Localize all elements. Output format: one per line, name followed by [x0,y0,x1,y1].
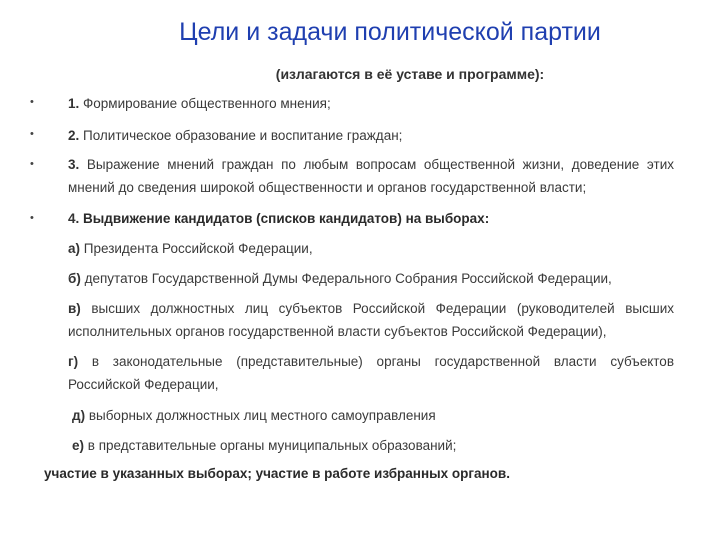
sub-item-letter: б) [68,271,81,286]
bullet-4: • [30,212,34,224]
list-item-number: 2. [68,128,80,143]
bullet-1: • [30,96,34,108]
sub-item-text: депутатов Государственной Думы Федерального Собрания Российской Федерации, [80,271,612,286]
sub-item-g [68,350,674,396]
sub-item-e [72,434,678,457]
sub-item-a [68,237,674,260]
sub-item-text: Президента Российской Федерации, [80,241,313,256]
closing-line: участие в указанных выборах; участие в работе избранных органов. [44,466,510,481]
list-item-text: Формирование общественного мнения; [79,96,331,111]
list-item-1 [68,92,674,115]
bullet-2: • [30,128,34,140]
list-item-number: 3. [68,157,80,172]
list-item-number: 4. [68,211,80,226]
sub-item-d [72,404,678,427]
list-item-text: Выражение мнений граждан по любым вопросам общественной жизни, доведение этих мнений до сведения широкой общественности и органов государственной власти; [68,157,674,195]
slide-title: Цели и задачи политической партии [179,18,601,46]
sub-item-text: в законодательные (представительные) органы государственной власти субъектов Российской Федерации, [68,354,674,392]
bullet-3: • [30,158,34,170]
sub-item-letter: а) [68,241,81,256]
list-item-4 [68,207,674,230]
sub-item-text: высших должностных лиц субъектов Российской Федерации (руководителей высших исполнительных органов государственной власти субъектов Российской Федерации), [68,301,674,339]
list-item-2 [68,124,674,147]
sub-item-text: в представительные органы муниципальных образований; [84,438,457,453]
slide-subtitle: (излагаются в её уставе и программе): [275,66,545,82]
list-item-text: Выдвижение кандидатов (списков кандидатов) на выборах: [79,211,490,226]
list-item-text: Политическое образование и воспитание граждан; [79,128,403,143]
sub-item-letter: в) [68,301,81,316]
sub-item-letter: д) [72,408,86,423]
list-item-3 [68,153,674,199]
sub-item-b [68,267,674,290]
sub-item-letter: г) [68,354,79,369]
sub-item-letter: е) [72,438,85,453]
sub-item-text: выборных должностных лиц местного самоуправления [85,408,436,423]
list-item-number: 1. [68,96,80,111]
sub-item-v [68,297,674,343]
